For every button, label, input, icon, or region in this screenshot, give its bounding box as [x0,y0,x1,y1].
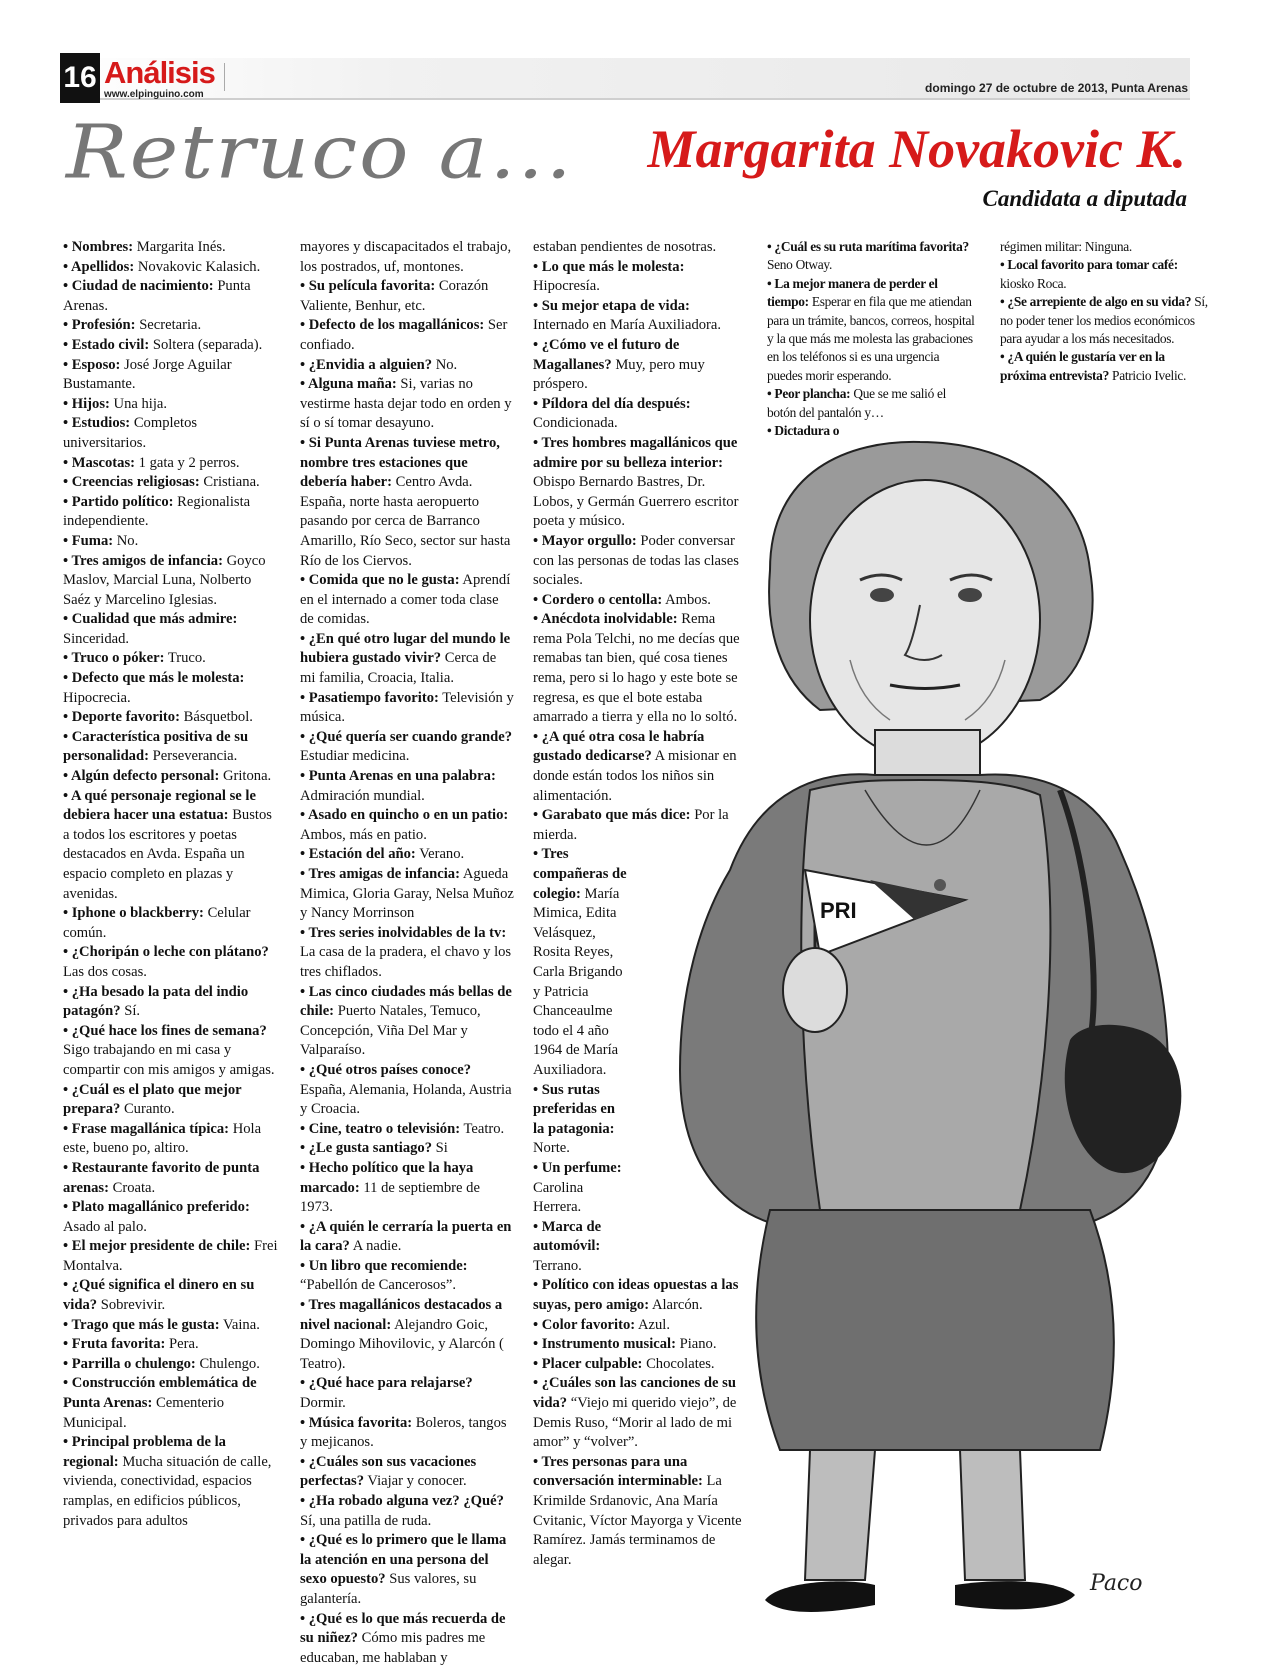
question: • ¿Qué otros países conoce? [300,1061,472,1078]
question: • Principal problema de la regional: [63,1434,226,1470]
question: • Sus rutas preferidas en la patagonia: [533,1081,616,1137]
qa-item [300,1218,515,1257]
question: • Defecto de los magallánicos: [300,317,485,334]
question: • ¿A qué otra cosa le habría gustado dedicarse? [533,728,705,765]
interviewee-name: Margarita Novakovic K. [647,119,1186,179]
qa-item [63,649,278,669]
question: • ¿Envidia a alguien? [300,356,433,373]
answer: Condicionada. [533,415,618,432]
answer: Goyco Maslov, Marcial Luna, Nolberto Saéz y Marcelino Iglesias. [63,552,266,608]
shoe-left [765,1581,875,1612]
qa-item [1000,256,1210,293]
qa-item [300,1492,515,1531]
question: • Un perfume: [533,1159,622,1176]
qa-item [63,238,278,258]
question: • Un libro que recomiende: [300,1257,468,1274]
question: • ¿En qué otro lugar del mundo le hubiera gustado vivir? [300,630,511,667]
answer: España, Alemania, Holanda, Austria y Croacia. [300,1081,512,1118]
qa-item [63,356,278,395]
question: • Algún defecto personal: [63,768,220,785]
answer: mayores y discapacitados el trabajo, los postrados, uf, montones. [300,239,512,275]
question: • ¿Qué significa el dinero en su vida? [63,1277,255,1314]
answer: Esperar en fila que me atiendan para un trámite, bancos, correos, hospital y la que más me molesta las grabaciones en los teléfonos si es una urgencia puedes morir esperando. [767,294,975,383]
answer: Poder conversar con las personas de todas las clases sociales. [533,532,739,589]
qa-item [300,865,515,924]
answer: kiosko Roca. [1000,275,1067,291]
question: • Creencias religiosas: [63,474,200,491]
question: • El mejor presidente de chile: [63,1238,251,1255]
answer: Hipocresía. [533,278,600,295]
question: • Local favorito para tomar café: [1000,257,1178,273]
answer: Mucha situación de calle, vivienda, conectividad, espacios ramplas, en edificios públicos, privados para adultos [63,1453,272,1529]
qa-item [533,434,743,532]
qa-item [63,708,278,728]
answer: Secretaria. [139,317,202,334]
qa-item [533,1081,628,1159]
qa-item [533,1335,743,1355]
qa-item [63,983,278,1022]
question: • Hijos: [63,395,110,412]
question: • ¿Se arrepiente de algo en su vida? [1000,294,1192,310]
flag-text: PRI [820,898,857,923]
interview-column-3 [533,238,743,1570]
qa-item [63,336,278,356]
question: • Cine, teatro o televisión: [300,1120,461,1137]
interview-column-5 [1000,238,1210,385]
qa-item [63,728,278,767]
qa-item [533,1276,743,1315]
qa-item [533,845,628,1080]
answer: Sigo trabajando en mi casa y compartir con mis amigos y amigas. [63,1042,275,1078]
answer: Azul. [637,1316,670,1333]
answer: No. [116,532,139,549]
answer: Cristiana. [203,474,260,491]
answer: Completos universitarios. [63,415,198,451]
question: • Tres hombres magallánicos que admire por su belleza interior: [533,434,738,471]
qa-item [533,395,743,434]
qa-item [63,1198,278,1237]
question: • ¿Qué hace los fines de semana? [63,1022,267,1039]
question: • Deporte favorito: [63,709,180,726]
answer: Soltera (separada). [152,336,263,353]
qa-item [63,277,278,316]
question: • ¿A quién le cerraría la puerta en la cara? [300,1218,512,1255]
qa-item [63,493,278,532]
qa-item [63,1374,278,1433]
qa-item [63,552,278,611]
qa-item [533,1453,743,1571]
qa-item [300,356,515,376]
answer: Seno Otway. [767,257,833,273]
question: • Construcción emblemática de Punta Arenas: [63,1375,257,1412]
qa-item [63,943,278,982]
qa-item [63,454,278,474]
question: • ¿Cuáles son las canciones de su vida? [533,1375,736,1412]
answer: Margarita Inés. [136,239,226,255]
answer: estaban pendientes de nosotras. [533,239,717,255]
interviewee-role: Candidata a diputada [982,186,1187,211]
answer: Bustos a todos los escritores y poetas destacados en Avda. España un espacio completo en plazas y avenidas. [63,807,272,902]
question: • Estudios: [63,415,131,432]
qa-item [533,610,743,728]
question: • Truco o póker: [63,650,165,667]
question: • Marca de automóvil: [533,1218,602,1255]
answer: Norte. [533,1140,570,1157]
answer: Sus valores, su galantería. [300,1571,477,1607]
answer: Obispo Bernardo Bastres, Dr. Lobos, y Germán Guerrero escritor poeta y músico. [533,474,739,530]
question: • Placer culpable: [533,1355,643,1372]
answer: Truco. [167,650,206,667]
question: • Lo que más le molesta: [533,258,685,275]
answer: Rema rema Pola Telchi, no me decías que remabas tan bien, qué cosa tienes rema, pero si lo hago y este bote se regresa, es que el bote estaba amarrado a tierra y ella no lo soltó. [533,611,740,726]
qa-item [300,1120,515,1140]
answer: Chocolates. [646,1355,715,1372]
page-number: 16 [60,53,100,103]
answer: Básquetbol. [183,709,253,726]
qa-item [63,316,278,336]
answer: Carolina Herrera. [533,1179,584,1216]
qa-item [300,434,515,571]
qa-item [300,1061,515,1120]
question: • La mejor manera de perder el tiempo: [767,275,938,310]
qa-item [300,316,515,355]
question: • Peor plancha: [767,386,851,402]
question: • Característica positiva de su personalidad: [63,728,249,765]
question: • Político con ideas opuestas a las suyas, pero amigo: [533,1277,739,1314]
answer: Si, varias no vestirme hasta dejar todo en orden y sí o sí tomar desayuno. [300,376,512,432]
qa-item [1000,238,1210,256]
qa-item [300,1159,515,1218]
answer: Puerto Natales, Temuco, Concepción, Viña Del Mar y Valparaíso. [300,1003,481,1059]
answer: Boleros, tangos y mejicanos. [300,1414,507,1451]
qa-item [63,473,278,493]
answer: Estudiar medicina. [300,748,410,765]
qa-item [533,806,743,845]
qa-item [63,904,278,943]
qa-item [300,1296,515,1374]
answer: Por la mierda. [533,807,729,843]
answer: Viajar y conocer. [367,1473,467,1490]
answer: Verano. [419,846,465,863]
question: • Profesión: [63,317,136,334]
question: • Instrumento musical: [533,1336,676,1353]
question: • Defecto que más le molesta: [63,670,245,687]
answer: Novakovic Kalasich. [137,258,261,275]
answer: “Viejo mi querido viejo”, de Demis Ruso, “Morir al lado de mi amor” y “volver”. [533,1395,737,1451]
question: • Cordero o centolla: [533,591,663,608]
question: • Plato magallánico preferido: [63,1199,250,1216]
question: • Hecho político que la haya marcado: [300,1159,474,1196]
qa-item [63,610,278,649]
qa-item [1000,348,1210,385]
question: • Dictadura o [767,423,840,439]
answer: Alejandro Goic, Domingo Mihovilovic, y Alarcón ( Teatro). [300,1316,504,1372]
qa-item [533,238,743,258]
qa-item [63,414,278,453]
answer: Patricio Ivelic. [1112,367,1187,383]
interview-column-4 [767,238,977,440]
question: • Punta Arenas en una palabra: [300,768,496,785]
question: • ¿Qué es lo que más recuerda de su niñez? [300,1610,506,1647]
qa-item [300,630,515,689]
answer: régimen militar: Ninguna. [1000,239,1132,254]
answer: Punta Arenas. [63,278,251,314]
answer: Teatro. [463,1120,505,1137]
qa-item [300,1531,515,1609]
question: • ¿Cuál es su ruta marítima favorita? [767,239,969,254]
qa-item [63,1335,278,1355]
site-url: www.elpinguino.com [104,89,204,100]
qa-item [533,258,743,297]
question: • Anécdota inolvidable: [533,611,678,628]
qa-item [63,669,278,708]
qa-item [533,1374,743,1452]
face [810,480,1040,760]
question: • ¿Cómo ve el futuro de Magallanes? [533,336,680,373]
question: • Estado civil: [63,336,150,353]
answer: Muy, pero muy próspero. [533,356,705,393]
answer: Hola este, bueno po, altiro. [63,1120,262,1157]
question: • Su película favorita: [300,278,436,295]
question: • Tres amigas de infancia: [300,866,460,882]
answer: Curanto. [123,1101,175,1118]
question: • Mayor orgullo: [533,532,637,549]
answer: Admiración mundial. [300,787,425,804]
answer: Ambos, más en patio. [300,826,427,843]
answer: Ambos. [665,591,711,608]
question: • Cualidad que más admire: [63,611,238,628]
qa-item [300,571,515,630]
answer: Internado en María Auxiliadora. [533,317,722,334]
question: • Comida que no le gusta: [300,572,460,589]
qa-item [533,728,743,806]
answer: José Jorge Aguilar Bustamante. [63,356,232,393]
qa-item [63,1355,278,1375]
qa-item [63,767,278,787]
header-rule [60,98,1190,100]
interview-column-2 [300,238,515,1668]
answer: Celular común. [63,905,251,941]
answer: Piano. [679,1336,717,1353]
answer: Sí. [124,1003,141,1020]
answer: 11 de septiembre de 1973. [300,1179,480,1216]
answer: Ser confiado. [300,317,508,353]
question: • Estación del año: [300,846,416,863]
answer: La Krimilde Srdanovic, Ana María Cvitanic, Víctor Mayorga y Vicente Ramírez. Jamás terminamos de alegar. [533,1473,742,1568]
qa-item [533,1355,743,1375]
answer: Agueda Mimica, Gloria Garay, Nelsa Muñoz y Nancy Morrinson [300,866,514,922]
question: • Alguna maña: [300,376,397,393]
page-header [0,0,1280,110]
answer: Hipocrecia. [63,689,131,706]
qa-item [63,1276,278,1315]
qa-item [300,767,515,806]
qa-item [767,385,977,422]
question: • Píldora del día después: [533,395,691,412]
question: • ¿Choripán o leche con plátano? [63,944,269,961]
answer: Una hija. [113,395,168,412]
qa-item [533,297,743,336]
qa-item [300,845,515,865]
question: • Tres series inolvidables de la tv: [300,924,507,941]
question: • Su mejor etapa de vida: [533,297,690,314]
answer: Dormir. [300,1395,346,1412]
question: • Garabato que más dice: [533,807,691,824]
qa-item [533,532,743,591]
qa-item [300,806,515,845]
qa-item [300,728,515,767]
answer: Sinceridad. [63,630,130,647]
kicker-retruco: Retruco a... [66,110,574,196]
qa-item [300,238,515,277]
answer: Si [435,1140,448,1157]
qa-item [63,395,278,415]
answer: Cementerio Municipal. [63,1395,225,1431]
qa-item [533,1218,628,1277]
qa-item [300,375,515,434]
qa-item [300,277,515,316]
question: • ¿Qué quería ser cuando grande? [300,728,513,745]
answer: No. [435,356,458,373]
qa-item [63,1081,278,1120]
answer: Sí, no poder tener los medios económicos para ayudar a los más necesitados. [1000,294,1208,347]
answer: Aprendí en el internado a comer toda clase de comidas. [300,572,511,628]
answer: Asado al palo. [63,1218,147,1235]
answer: Sí, una patilla de ruda. [300,1512,432,1529]
question: • Ciudad de nacimiento: [63,278,214,295]
qa-item [300,924,515,983]
qa-item [300,689,515,728]
answer: Alarcón. [651,1297,703,1314]
answer: 1 gata y 2 perros. [138,454,240,471]
qa-item [767,422,977,440]
answer: Vaina. [222,1316,260,1333]
answer: A nadie. [352,1238,402,1255]
question: • ¿Ha besado la pata del indio patagón? [63,983,249,1020]
question: • ¿Qué es lo primero que le llama la atención en una persona del sexo opuesto? [300,1532,507,1588]
qa-item [1000,293,1210,348]
question: • Color favorito: [533,1316,636,1333]
question: • Mascotas: [63,454,135,471]
skirt [756,1210,1114,1450]
question: • Pasatiempo favorito: [300,689,439,706]
answer: Terrano. [533,1257,582,1274]
qa-item [63,532,278,552]
answer: Frei Montalva. [63,1238,278,1274]
question: • Tres compañeras de colegio: [533,846,627,902]
answer: Las dos cosas. [63,963,147,980]
answer: Centro Avda. España, norte hasta aeropuerto pasando por cerca de Barranco Amarillo, Río Seco, sector sur hasta Río de los Ciervos. [300,474,511,569]
question: • Frase magallánica típica: [63,1120,230,1137]
qa-item [63,1433,278,1531]
answer: La casa de la pradera, el chavo y los tres chiflados. [300,944,512,980]
answer: Pera. [169,1336,199,1353]
issue-date: domingo 27 de octubre de 2013, Punta Arenas [925,81,1188,95]
question: • Apellidos: [63,258,135,275]
qa-item [533,591,743,611]
qa-item [300,1257,515,1296]
qa-item [767,238,977,275]
answer: Gritona. [222,768,272,785]
question: • Si Punta Arenas tuviese metro, nombre tres estaciones que debería haber: [300,434,500,491]
qa-item [300,1139,515,1159]
artist-signature: Paco [1090,1571,1143,1596]
question: • ¿A quién le gustaría ver en la próxima entrevista? [1000,349,1165,383]
question: • Tres magallánicos destacados a nivel nacional: [300,1297,503,1333]
answer: A misionar en donde están todos los niños sin alimentación. [533,748,737,804]
question: • ¿Cuál es el plato que mejor prepara? [63,1081,242,1118]
qa-item [63,258,278,278]
question: • Asado en quincho o en un patio: [300,807,509,824]
shoe-right [955,1581,1075,1609]
answer: Perseverancia. [152,748,238,765]
answer: Croata. [112,1179,156,1196]
qa-item [533,1159,628,1218]
question: • Trago que más le gusta: [63,1316,220,1333]
answer: Regionalista independiente. [63,493,251,530]
qa-item [63,1237,278,1276]
answer: Chulengo. [199,1355,260,1372]
answer: Cerca de mi familia, Croacia, Italia. [300,650,497,687]
header-separator [224,63,225,91]
question: • Fruta favorita: [63,1336,166,1353]
answer: Que se me salió el botón del pantalón y… [767,386,947,420]
question: • Parrilla o chulengo: [63,1355,196,1372]
answer: María Mimica, Edita Velásquez, Rosita Reyes, Carla Brigando y Patricia Chanceaulme todo el 4 año 1964 de María Auxiliadora. [533,885,623,1078]
answer: Televisión y música. [300,689,514,726]
question: • Restaurante favorito de punta arenas: [63,1159,260,1196]
question: • Música favorita: [300,1414,413,1431]
question: • A qué personaje regional se le debiera hacer una estatua: [63,787,256,824]
question: • Partido político: [63,493,174,510]
question: • Fuma: [63,532,114,549]
answer: Sobrevivir. [100,1297,166,1314]
question: • Tres amigos de infancia: [63,552,223,569]
qa-item [63,1316,278,1336]
qa-item [767,275,977,385]
question: • ¿Cuáles son sus vacaciones perfectas? [300,1453,477,1490]
answer: Cómo mis padres me educaban, me hablaban y [300,1630,486,1666]
qa-item [63,1159,278,1198]
qa-item [300,983,515,1061]
question: • Esposo: [63,356,121,373]
question: • Nombres: [63,239,134,255]
qa-item [300,1374,515,1413]
answer: “Pabellón de Cancerosos”. [300,1277,457,1294]
interview-column-1 [63,238,278,1531]
question: • ¿Qué hace para relajarse? [300,1375,473,1392]
qa-item [63,787,278,905]
qa-item [300,1453,515,1492]
answer: Corazón Valiente, Benhur, etc. [300,278,489,314]
question: • Tres personas para una conversación interminable: [533,1453,703,1490]
qa-item [533,336,743,395]
qa-item [63,1120,278,1159]
qa-item [533,1316,743,1336]
question: • ¿Ha robado alguna vez? ¿Qué? [300,1493,504,1509]
qa-item [300,1414,515,1453]
qa-item [63,1022,278,1081]
qa-item [300,1610,515,1669]
section-logo: Análisis [104,55,215,90]
question: • ¿Le gusta santiago? [300,1140,433,1157]
question: • Iphone o blackberry: [63,905,204,922]
question: • Las cinco ciudades más bellas de chile: [300,983,512,1020]
